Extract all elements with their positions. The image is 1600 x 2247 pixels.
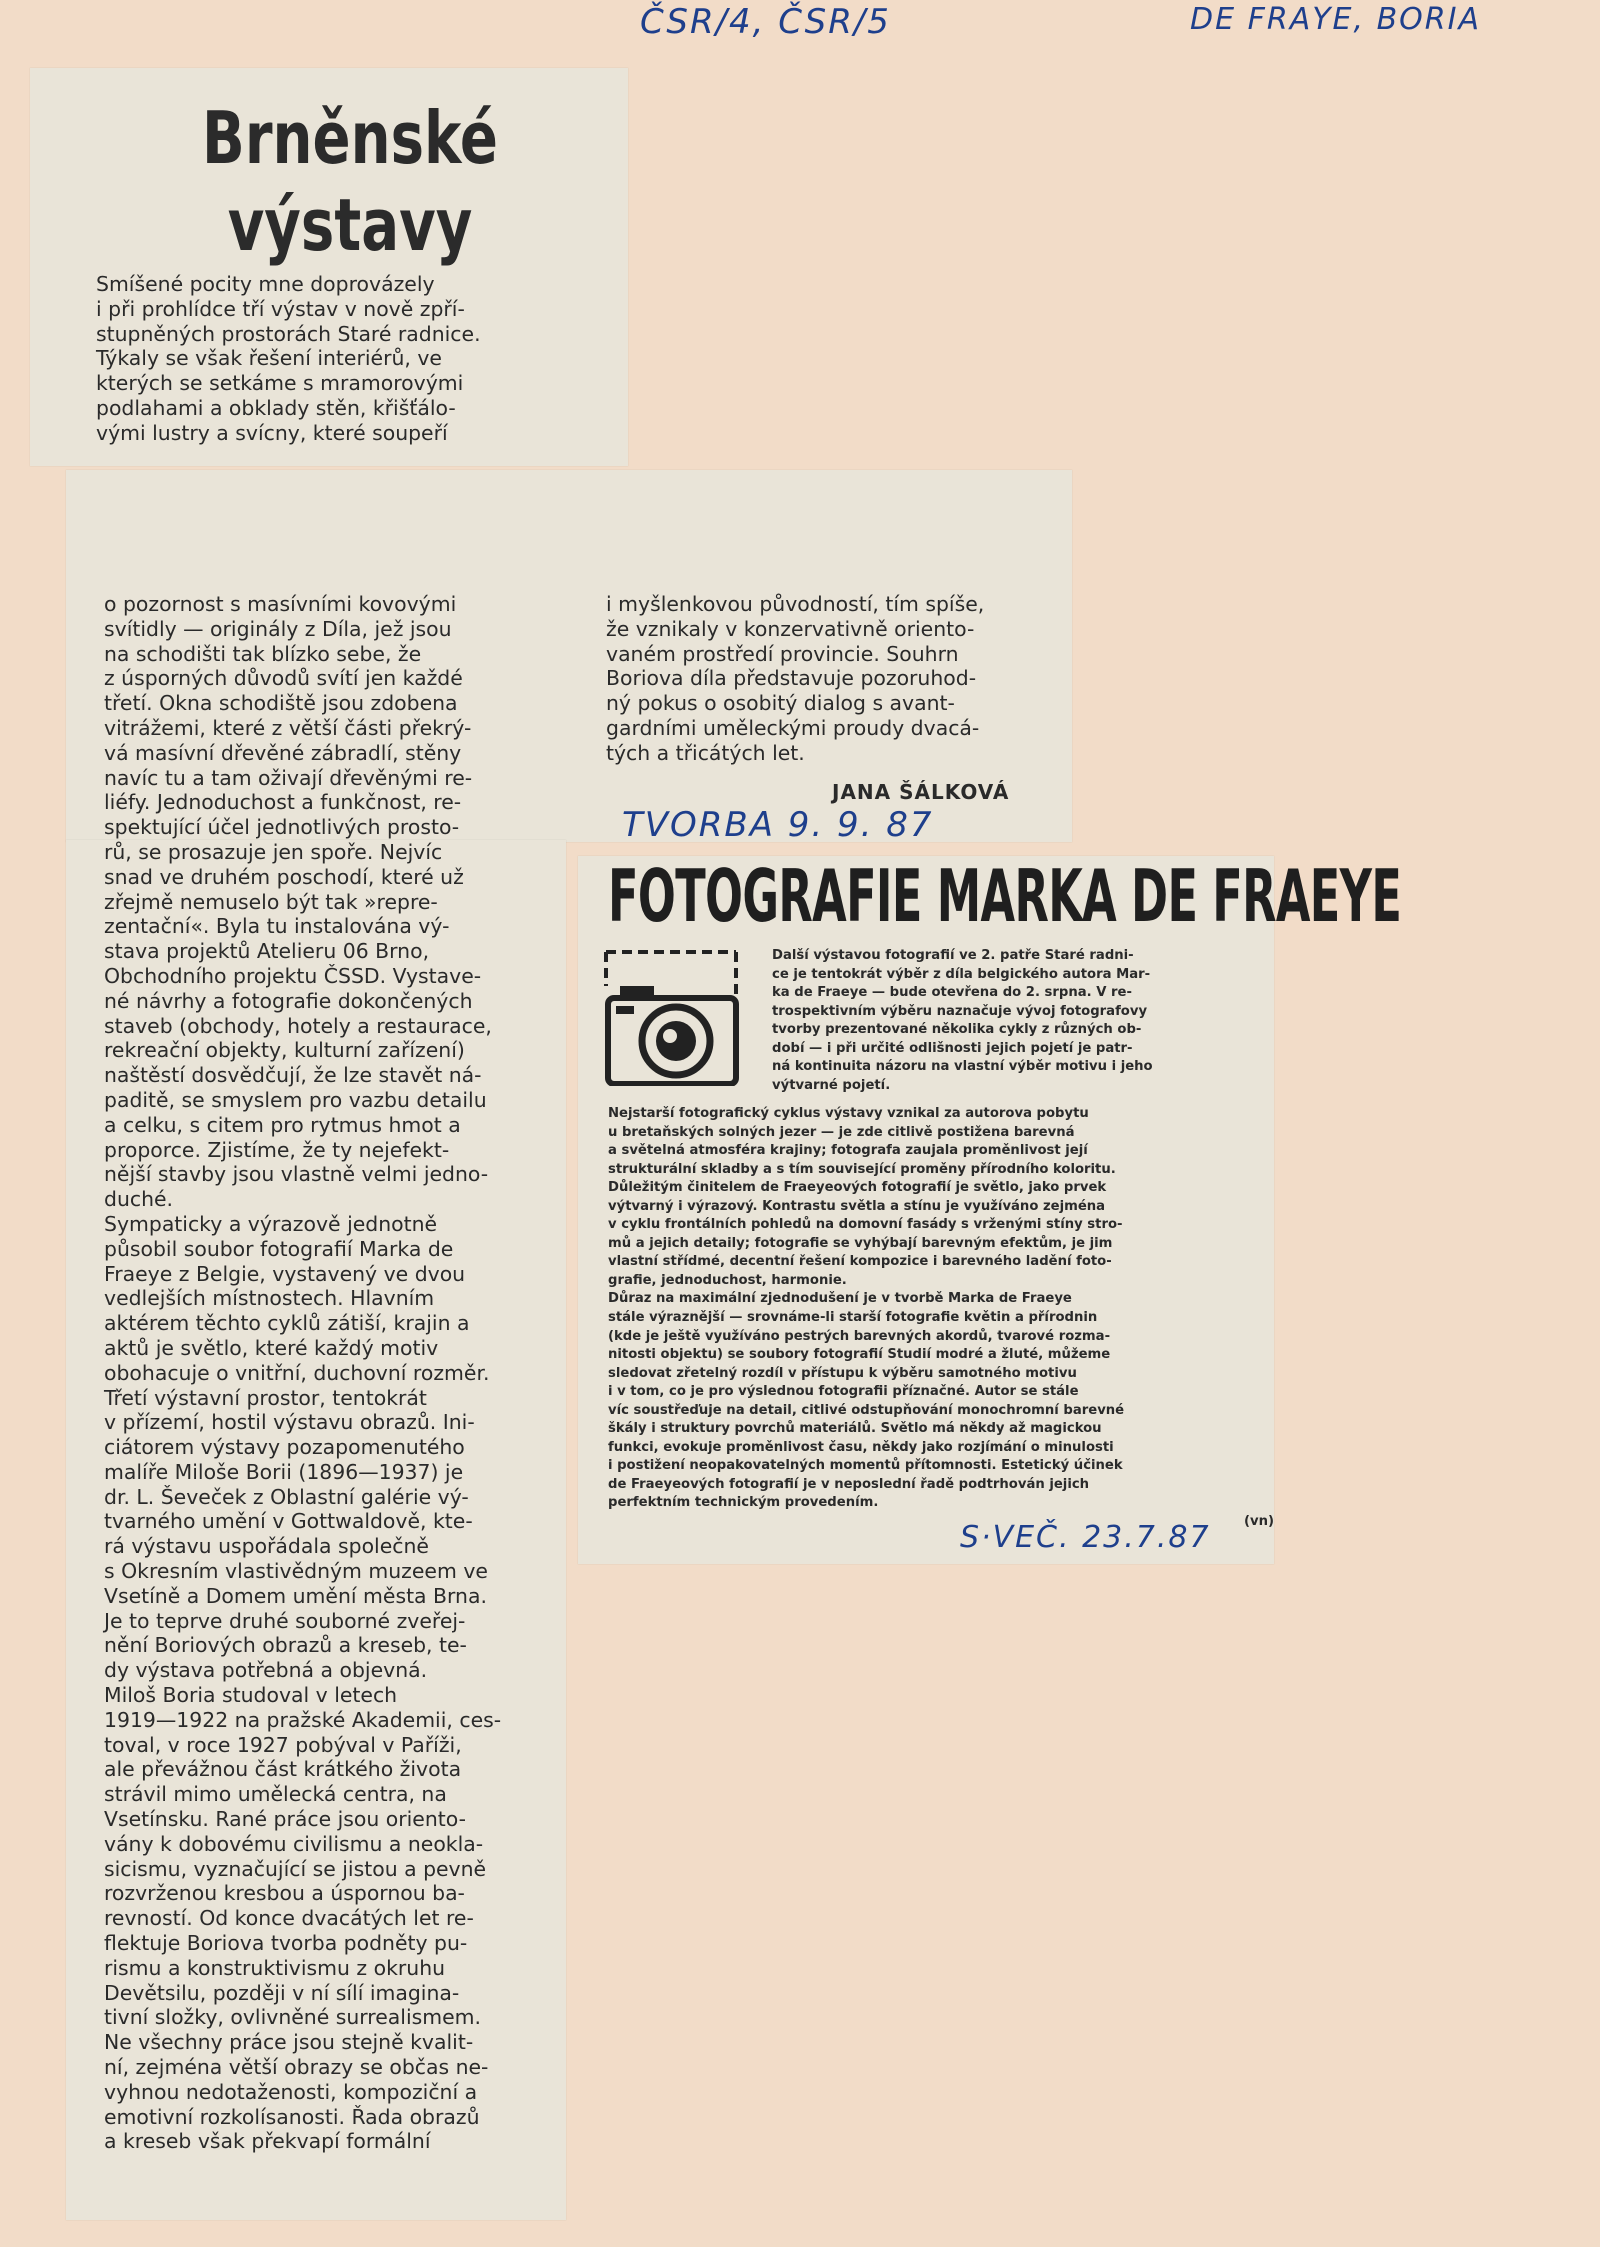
text-line: vlastní střídmé, decentní řešení kompozice i barevného ladění foto- bbox=[608, 1254, 1112, 1270]
text-line: 1919—1922 na pražské Akademii, ces- bbox=[104, 1707, 502, 1732]
text-line: obohacuje o vnitřní, duchovní rozměr. bbox=[104, 1360, 490, 1385]
text-line: Obchodního projektu ČSSD. Vystave- bbox=[104, 963, 482, 988]
text-line: z úsporných důvodů svítí jen každé bbox=[104, 666, 463, 691]
text-line: né návrhy a fotografie dokončených bbox=[104, 988, 473, 1013]
text-line: tivní složky, ovlivněné surrealismem. bbox=[104, 2005, 481, 2030]
camera-icon-graphic bbox=[600, 946, 740, 1086]
text-line: a celku, s citem pro rytmus hmot a bbox=[104, 1112, 461, 1137]
text-line: mů a jejich detaily; fotografie se vyhýbají barevným efektům, je jim bbox=[608, 1235, 1113, 1251]
text-line: nitosti objektu) se soubory fotografií Studií modré a žluté, můžeme bbox=[608, 1347, 1111, 1363]
text-line: perfektním technickým provedením. bbox=[608, 1495, 879, 1511]
text-line: toval, v roce 1927 pobýval v Paříži, bbox=[104, 1732, 462, 1757]
text-line: vyhnou nedotaženosti, kompoziční a bbox=[104, 2079, 478, 2104]
text-line: rozvrženou kresbou a úspornou ba- bbox=[104, 1881, 465, 1906]
text-line: dr. L. Ševeček z Oblastní galérie vý- bbox=[104, 1484, 469, 1509]
text-line: naštěstí dosvědčují, že lze stavět ná- bbox=[104, 1063, 482, 1088]
text-line: Fraeye z Belgie, vystavený ve dvou bbox=[104, 1261, 466, 1286]
text-line: svítidly — originály z Díla, jež jsou bbox=[104, 616, 452, 641]
text-line: revností. Od konce dvacátých let re- bbox=[104, 1906, 474, 1931]
photo-article-body bbox=[608, 1105, 1288, 1513]
text-line: gardními uměleckými proudy dvacá- bbox=[606, 715, 980, 740]
text-line: aktů je světlo, které každý motiv bbox=[104, 1335, 439, 1360]
text-line: tvorby prezentované několika cykly z různých ob- bbox=[772, 1022, 1142, 1038]
text-line: Smíšené pocity mne doprovázely bbox=[96, 272, 435, 296]
handwritten-names: DE FRAYE, BORIA bbox=[1190, 2, 1481, 37]
text-line: a kreseb však překvapí formální bbox=[104, 2129, 431, 2154]
text-line: proporce. Zjistíme, že ty nejefekt- bbox=[104, 1137, 450, 1162]
text-line: vými lustry a svícny, které soupeří bbox=[96, 420, 448, 445]
text-line: trospektivním výběru naznačuje vývoj fotografovy bbox=[772, 1003, 1148, 1019]
text-line: rá výstavu uspořádala společně bbox=[104, 1534, 429, 1559]
text-line: Týkaly se však řešení interiérů, ve bbox=[96, 346, 442, 371]
text-line: Devětsilu, později v ní sílí imagina- bbox=[104, 1980, 460, 2005]
text-line: navíc tu a tam oživají dřevěnými re- bbox=[104, 765, 473, 790]
text-line: sledovat zřetelný rozdíl v přístupu k výběru samotného motivu bbox=[608, 1365, 1077, 1381]
text-line: že vznikaly v konzervativně oriento- bbox=[606, 616, 975, 641]
text-line: stava projektů Atelieru 06 Brno, bbox=[104, 939, 430, 964]
text-line: tých a třicátých let. bbox=[606, 740, 805, 765]
text-line: vány k dobovému civilismu a neokla- bbox=[104, 1831, 484, 1856]
text-line: na schodišti tak blízko sebe, že bbox=[104, 641, 422, 666]
text-line: (kde je ještě využíváno pestrých barevných akordů, tvarové rozma- bbox=[608, 1328, 1111, 1344]
text-line: staveb (obchody, hotely a restaurace, bbox=[104, 1013, 492, 1038]
handwritten-date: S·VEČ. 23.7.87 bbox=[960, 1520, 1211, 1555]
text-line: duché. bbox=[104, 1187, 174, 1212]
text-line: malíře Miloše Borii (1896—1937) je bbox=[104, 1459, 464, 1484]
text-line: spektující účel jednotlivých prosto- bbox=[104, 815, 460, 840]
text-line: kterých se setkáme s mramorovými bbox=[96, 371, 464, 396]
text-line: zentační«. Byla tu instalována vý- bbox=[104, 914, 450, 939]
text-line: grafie, jednoduchost, harmonie. bbox=[608, 1272, 847, 1288]
text-line: Boriova díla představuje pozoruhod- bbox=[606, 666, 977, 691]
text-line: liéfy. Jednoduchost a funkčnost, re- bbox=[104, 790, 462, 815]
text-line: ní, zejména větší obrazy se občas ne- bbox=[104, 2055, 489, 2080]
text-line: a světelná atmosféra krajiny; fotografa zaujala proměnlivost její bbox=[608, 1143, 1088, 1159]
text-line: Ne všechny práce jsou stejně kvalit- bbox=[104, 2030, 474, 2055]
text-line: Sympaticky a výrazově jednotně bbox=[104, 1211, 438, 1236]
headline-line-2: výstavy bbox=[227, 183, 473, 267]
text-line: vaném prostředí provincie. Souhrn bbox=[606, 641, 959, 666]
text-line: i myšlenkovou původností, tím spíše, bbox=[606, 592, 985, 616]
text-line: o pozornost s masívními kovovými bbox=[104, 592, 457, 616]
text-line: škály i struktury povrchů materiálů. Světlo má někdy až magickou bbox=[608, 1421, 1102, 1437]
text-line: funkci, evokuje proměnlivost času, někdy jako rozjímání o minulosti bbox=[608, 1439, 1114, 1455]
text-line: Je to teprve druhé souborné zveřej- bbox=[104, 1608, 466, 1633]
text-line: ciátorem výstavy pozapomenutého bbox=[104, 1435, 465, 1460]
text-line: Další výstavou fotografií ve 2. patře Staré radni- bbox=[772, 948, 1134, 963]
text-line: v přízemí, hostil výstavu obrazů. Ini- bbox=[104, 1410, 475, 1435]
photo-article-signature: (vn) bbox=[1244, 1514, 1275, 1529]
text-line: Třetí výstavní prostor, tentokrát bbox=[104, 1385, 427, 1410]
text-line: Vsetíně a Domem umění města Brna. bbox=[104, 1583, 487, 1608]
text-line: působil soubor fotografií Marka de bbox=[104, 1236, 454, 1261]
article-column-intro bbox=[96, 272, 541, 446]
text-line: vitrážemi, které z větší části překrý- bbox=[104, 715, 472, 740]
text-line: výtvarné pojetí. bbox=[772, 1077, 891, 1093]
text-line: snad ve druhém poschodí, které už bbox=[104, 864, 464, 889]
text-line: stupněných prostorách Staré radnice. bbox=[96, 321, 481, 346]
text-line: v cyklu frontálních pohledů na domovní fasády s vrženými stíny stro- bbox=[608, 1217, 1123, 1233]
text-line: paditě, se smyslem pro vazbu detailu bbox=[104, 1087, 487, 1112]
text-line: dobí — i při určité odlišnosti jejich pojetí je patr- bbox=[772, 1040, 1133, 1056]
photo-article-headline: FOTOGRAFIE MARKA DE FRAEYE bbox=[608, 854, 1402, 938]
text-line: rů, se prosazuje jen spoře. Nejvíc bbox=[104, 839, 443, 864]
handwritten-source: TVORBA 9. 9. 87 bbox=[622, 805, 934, 845]
text-line: de Fraeyeových fotografií je v neposlední řadě podtrhován jejich bbox=[608, 1476, 1090, 1492]
text-line: rismu a konstruktivismu z okruhu bbox=[104, 1955, 446, 1980]
text-line: víc soustřeďuje na detail, citlivé odstupňování monochromní barevné bbox=[608, 1402, 1125, 1418]
headline-line-1: Brněnské bbox=[202, 96, 498, 180]
text-line: Nejstarší fotografický cyklus výstavy vznikal za autorova pobytu bbox=[608, 1106, 1089, 1121]
text-line: strukturální skladby a s tím související proměny přírodního koloritu. bbox=[608, 1161, 1116, 1177]
article-column-end bbox=[606, 592, 1056, 766]
text-line: flektuje Boriova tvorba podněty pu- bbox=[104, 1931, 468, 1956]
text-line: Důraz na maximální zjednodušení je v tvorbě Marka de Fraeye bbox=[608, 1291, 1072, 1307]
text-line: vá masívní dřevěné zábradlí, stěny bbox=[104, 740, 462, 765]
text-line: strávil mimo umělecká centra, na bbox=[104, 1782, 447, 1807]
text-line: ce je tentokrát výběr z díla belgického autora Mar- bbox=[772, 966, 1151, 982]
text-line: podlahami a obklady stěn, křišťálo- bbox=[96, 395, 456, 420]
text-line: ný pokus o osobitý dialog s avant- bbox=[606, 691, 955, 716]
text-line: nější stavby jsou vlastně velmi jedno- bbox=[104, 1162, 489, 1187]
camera-icon bbox=[600, 946, 740, 1086]
text-line: Miloš Boria studoval v letech bbox=[104, 1683, 398, 1708]
text-line: ale převážnou část krátkého života bbox=[104, 1757, 462, 1782]
text-line: třetí. Okna schodiště jsou zdobena bbox=[104, 691, 458, 716]
text-line: stále výraznější — srovnáme-li starší fotografie květin a přírodnin bbox=[608, 1310, 1098, 1326]
text-line: rekreační objekty, kulturní zařízení) bbox=[104, 1038, 465, 1063]
text-line: i v tom, co je pro výslednou fotografii příznačné. Autor se stále bbox=[608, 1384, 1079, 1400]
text-line: výtvarný i výrazový. Kontrastu světla a stínu je využíváno zejména bbox=[608, 1198, 1106, 1214]
text-line: emotivní rozkolísanosti. Řada obrazů bbox=[104, 2104, 480, 2129]
text-line: u bretaňských solných jezer — je zde citlivě postižena barevná bbox=[608, 1124, 1075, 1140]
article-author: JANA ŠÁLKOVÁ bbox=[832, 780, 1010, 804]
text-line: zřejmě nemuselo být tak »repre- bbox=[104, 889, 438, 914]
text-line: vedlejších místnostech. Hlavním bbox=[104, 1286, 435, 1311]
text-line: tvarného umění v Gottwaldově, kte- bbox=[104, 1509, 473, 1534]
text-line: i při prohlídce tří výstav v nově zpří- bbox=[96, 296, 465, 321]
photo-article-intro bbox=[772, 947, 1292, 1095]
handwritten-codes: ČSR/4, ČSR/5 bbox=[640, 2, 891, 42]
text-line: Důležitým činitelem de Fraeyeových fotografií je světlo, jako prvek bbox=[608, 1180, 1107, 1196]
article-column-main bbox=[104, 592, 554, 2154]
text-line: ka de Fraeye — bude otevřena do 2. srpna. V re- bbox=[772, 985, 1132, 1001]
text-line: ná kontinuita názoru na vlastní výběr motivu i jeho bbox=[772, 1059, 1153, 1075]
text-line: s Okresním vlastivědným muzeem ve bbox=[104, 1559, 488, 1584]
text-line: i postižení neopakovatelných momentů přítomnosti. Estetický účinek bbox=[608, 1458, 1123, 1474]
text-line: dy výstava potřebná a objevná. bbox=[104, 1658, 428, 1683]
text-line: nění Boriových obrazů a kreseb, te- bbox=[104, 1633, 467, 1658]
text-line: sicismu, vyznačující se jistou a pevně bbox=[104, 1856, 487, 1881]
text-line: aktérem těchto cyklů zátiší, krajin a bbox=[104, 1311, 470, 1336]
text-line: Vsetínsku. Rané práce jsou oriento- bbox=[104, 1807, 466, 1832]
